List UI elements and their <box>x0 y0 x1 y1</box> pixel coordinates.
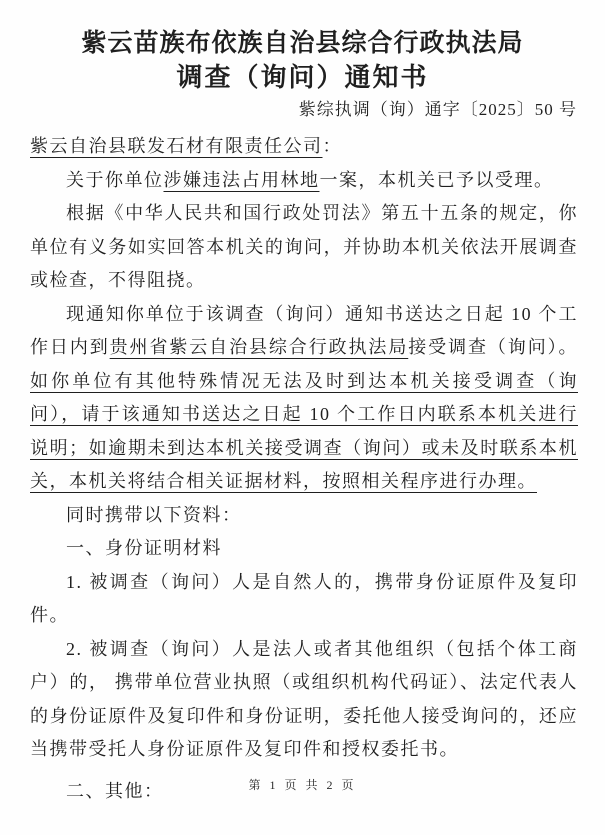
text-segment: 接受调查（询问）。 <box>408 337 579 357</box>
text-segment: 1. 被调查（询问）人是自然人的，携带身份证原件及复印件。 <box>30 571 578 625</box>
paragraph <box>30 164 578 198</box>
text-segment: 关于你单位 <box>66 169 164 190</box>
text-segment: 现通知你单位于该调查（询问）通知书送达之日起 10 个工作日内到 <box>30 303 578 357</box>
document-number: 紫综执调（询）通字〔2025〕50 号 <box>298 100 577 119</box>
underlined-text: 如你单位有其他特殊情况无法及时到达本机关接受调查（询问），请于该通知书送达之日起 10 个工作日内联系本机关进行说明；如逾期未到达本机关接受调查（询问）或未及时联系本机关，本机关将结合相关证据材料，按照相关程序进行办理。 <box>30 370 578 491</box>
document-title-line1: 紫云苗族布依族自治县综合行政执法局 <box>81 29 524 57</box>
paragraph <box>30 197 578 298</box>
text-segment: 一案，本机关已予以受理。 <box>319 169 554 190</box>
document-body <box>30 130 578 808</box>
text-segment: ： <box>322 136 342 156</box>
underlined-text: 涉嫌违法占用林地 <box>163 169 320 190</box>
underlined-text: 贵州省紫云自治县综合行政执法局 <box>109 337 409 357</box>
text-segment: 2. 被调查（询问）人是法人或者其他组织（包括个体工商户）的， 携带单位营业执照（或组织机构代码证）、法定代表人的身份证原件及复印件和身份证明，委托他人接受询问的，还应当携带受托人身份证原件及复印件和授权委托书。 <box>30 638 578 759</box>
document-title <box>0 26 605 94</box>
text-segment: 同时携带以下资料： <box>66 504 242 525</box>
paragraph <box>30 298 578 499</box>
text-segment: 一、身份证明材料 <box>66 538 222 558</box>
document-title-line2: 调查（询问）通知书 <box>176 62 429 92</box>
text-segment: 二、其他： <box>66 780 164 801</box>
paragraph <box>30 532 578 566</box>
paragraph <box>30 130 578 164</box>
underlined-text: 紫云自治县联发石材有限责任公司 <box>30 136 323 156</box>
page-footer: 第 1 页 共 2 页 <box>248 778 357 792</box>
paragraph <box>30 633 578 767</box>
paragraph <box>30 499 578 533</box>
paragraph <box>30 566 578 633</box>
text-segment: 根据《中华人民共和国行政处罚法》第五十五条的规定，你单位有义务如实回答本机关的询问，并协助本机关依法开展调查或检查，不得阻挠。 <box>30 203 578 290</box>
